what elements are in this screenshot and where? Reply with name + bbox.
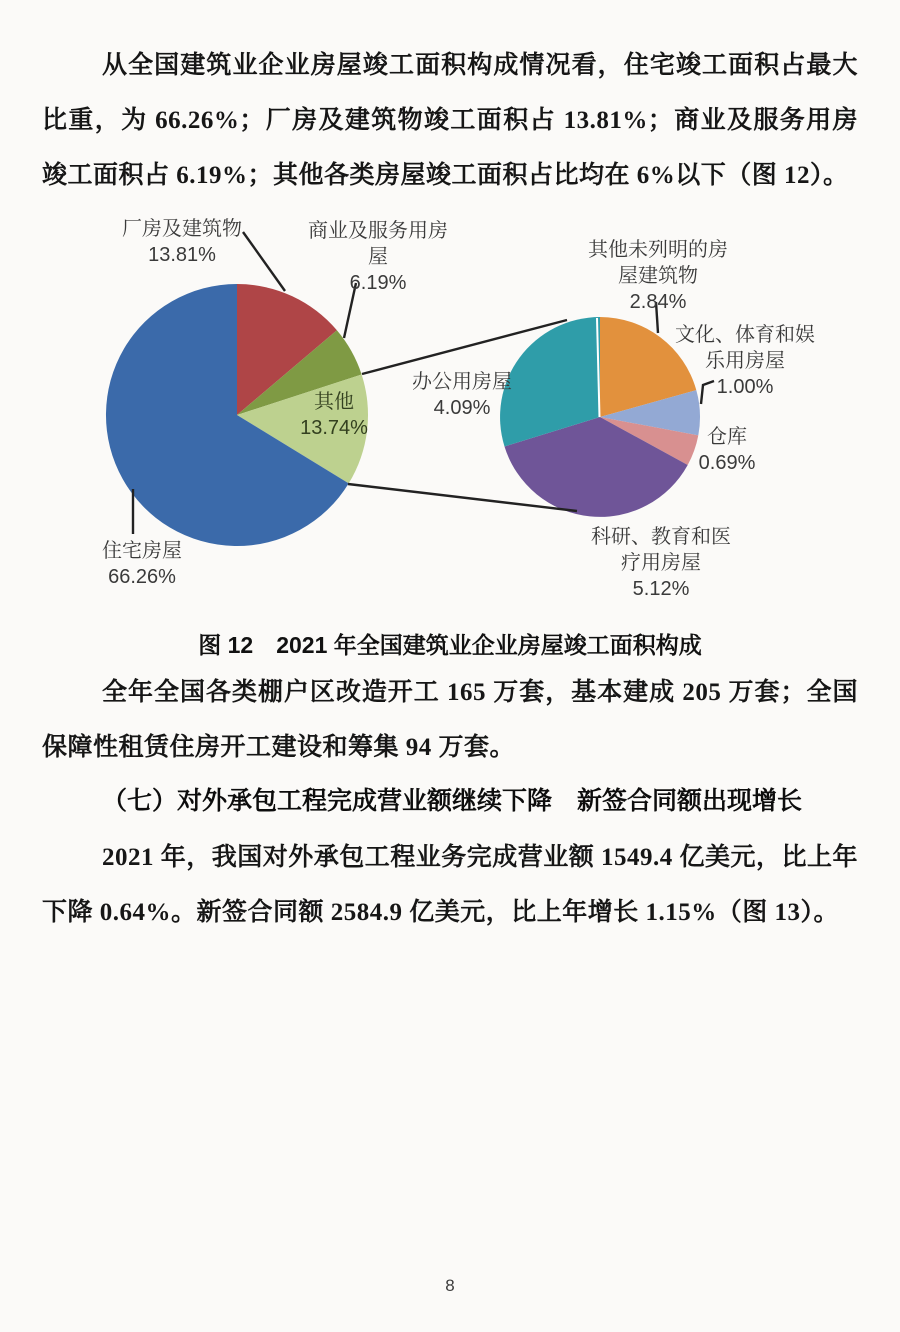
leader-line-factory xyxy=(243,232,285,291)
paragraph-foreign-contracting: 2021 年，我国对外承包工程业务完成营业额 1549.4 亿美元，比上年下降 0.64%。新签合同额 2584.9 亿美元，比上年增长 1.15%（图 13）。 xyxy=(42,844,859,926)
label-office-buildings: 办公用房屋 4.09% xyxy=(412,371,512,419)
label-other-slice: 其他 13.74% xyxy=(300,391,368,439)
paragraph-shantytown-renovation: 全年全国各类棚户区改造开工 165 万套，基本建成 205 万套；全国保障性租赁住房开工建设和筹集 94 万套。 xyxy=(42,679,858,761)
label-research-education-medical: 科研、教育和医 疗用房屋 5.12% xyxy=(591,526,731,600)
label-culture-sports: 文化、体育和娱 乐用房屋 1.00% xyxy=(675,324,815,398)
label-residential: 住宅房屋 66.26% xyxy=(102,540,182,588)
figure-caption: 图 12 2021 年全国建筑业企业房屋竣工面积构成 xyxy=(198,632,702,658)
paragraph-completed-area-composition: 从全国建筑业企业房屋竣工面积构成情况看，住宅竣工面积占最大比重，为 66.26%；厂房及建筑物竣工面积占 13.81%；商业及服务用房竣工面积占 6.19%；其他各类房屋竣工面积占比均在 6%以下（图 12）。 xyxy=(42,52,858,189)
label-factory-buildings: 厂房及建筑物 13.81% xyxy=(122,218,242,266)
label-commercial-service: 商业及服务用房 屋 6.19% xyxy=(308,220,448,294)
section-heading-seven: （七）对外承包工程完成营业额继续下降 新签合同额出现增长 xyxy=(102,787,803,815)
page-number: 8 xyxy=(445,1276,455,1295)
figure-12-pie-of-pie-chart xyxy=(0,0,900,640)
label-warehouse: 仓库 0.69% xyxy=(698,426,756,474)
label-other-unlisted: 其他未列明的房 屋建筑物 2.84% xyxy=(588,239,728,313)
